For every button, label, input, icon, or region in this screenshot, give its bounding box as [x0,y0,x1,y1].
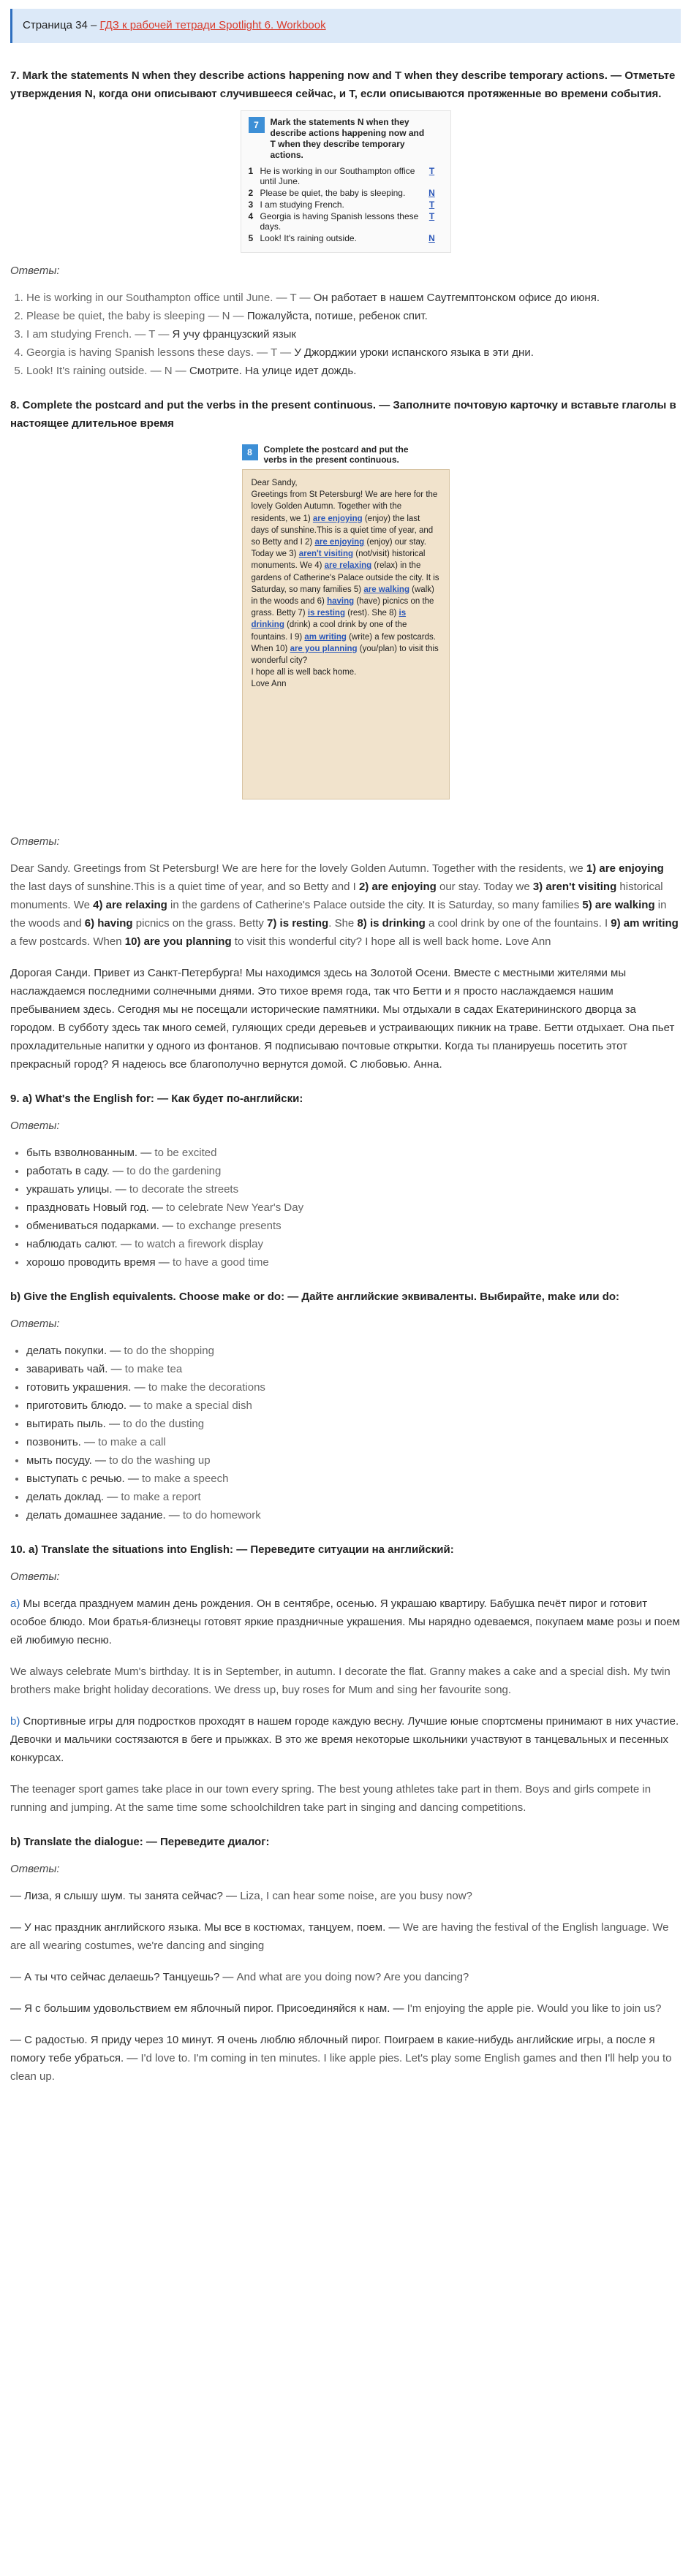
answer-text: the last days of sunshine.This is a quiet time of year, and so Betty and I [10,881,359,893]
list-item [26,1397,681,1415]
ex7-answers-list [10,289,681,380]
phrase-ru: делать доклад. — [26,1491,121,1503]
answer-text: our stay. Today we [436,881,533,893]
ex9a-answers-list [10,1144,681,1272]
phrase-ru: приготовить блюдо. — [26,1399,144,1412]
line-en: And what are you doing now? Are you dancing? [236,1971,469,1983]
dialogue-line [10,1999,681,2018]
phrase-en: to make a special dish [143,1399,252,1412]
answer-en: Please be quiet, the baby is sleeping — N — [26,310,247,322]
line-ru: — А ты что сейчас делаешь? Танцуешь? — [10,1971,237,1983]
phrase-en: to do homework [182,1509,261,1521]
dialogue-line [10,1918,681,1955]
item-answer: T [428,211,435,221]
item-text: Look! It's raining outside. [260,233,357,243]
phrase-ru: вытирать пыль. — [26,1418,124,1430]
phrase-ru: быть взволнованным. — [26,1147,155,1159]
ex7-title: 7. Mark the statements N when they describe actions happening now and T when they describe temporary actions. — Отметьте утверждения N, когда они описывают случившееся сейчас, и T, если описываются протяженные во времени события. [10,69,676,100]
postcard-text: (write) a few postcards. When 10) [251,632,436,653]
list-item [26,1217,681,1235]
answer-ru: У Джорджии уроки испанского языка в эти дни. [294,346,534,359]
list-item [26,1198,681,1217]
list-item [26,1470,681,1488]
phrase-en: to make a report [121,1491,201,1503]
answers-label: Ответы: [10,1863,60,1875]
list-item [26,1415,681,1433]
postcard-answer: am writing [304,632,347,642]
ex7-figure-number: 7 [249,117,265,133]
answer-verb: 1) are enjoying [586,862,664,875]
line-en: I'm enjoying the apple pie. Would you like to join us? [407,2002,662,2015]
situation-text: Мы всегда празднуем мамин день рождения. Он в сентябре, осенью. Я украшаю квартиру. Бабушка печёт пирог и готовит особое блюдо. Мои братья-близнецы готовят яркие праздничные украшения. Мы нарядно одеваемся, покупаем маме розы и поем ей любимую песню. [10,1597,680,1646]
phrase-ru: работать в саду. — [26,1165,127,1177]
postcard [242,469,450,799]
item-text: He is working in our Southampton office until June. [260,166,415,186]
answer-text: historical monuments. We [10,881,663,911]
list-item [26,343,681,362]
phrase-ru: заваривать чай. — [26,1363,125,1375]
phrase-en: to make the decorations [148,1381,265,1394]
postcard-text: (not/visit) historical monuments. We 4) [251,550,426,571]
ex8-figure-instruction: Complete the postcard and put the verbs in the present continuous. [263,444,409,465]
list-item [26,1180,681,1198]
ex7-figure-row [249,165,443,187]
phrase-ru: праздновать Новый год. — [26,1201,167,1214]
answer-text: picnics on the grass. Betty [132,917,268,930]
answer-verb: 10) are you planning [124,935,232,948]
answer-text: in the gardens of Catherine's Palace outside the city. It is Saturday, so many families [167,899,583,911]
list-item [26,325,681,343]
answer-verb: 5) are walking [582,899,655,911]
spacer [10,2099,681,2102]
situation-letter: b) [10,1715,20,1728]
postcard-text: (enjoy) our stay. Today we 3) [251,538,427,559]
ex10b-title: b) Translate the dialogue: — Переведите диалог: [10,1836,270,1848]
list-item [26,1162,681,1180]
phrase-en: to celebrate New Year's Day [166,1201,304,1214]
phrase-en: to do the gardening [127,1165,222,1177]
postcard-answer: having [327,597,355,607]
answer-text: Dear Sandy. Greetings from St Petersburg! We are here for the lovely Golden Autumn. Together with the residents, we [10,862,586,875]
phrase-ru: хорошо проводить время — [26,1256,173,1269]
ex7-figure-row [249,210,443,232]
answer-ru: Я учу французский язык [172,328,296,341]
ex9a-title: 9. a) What's the English for: — Как будет по-английски: [10,1093,303,1105]
ex8-answer-ru: Дорогая Санди. Привет из Санкт-Петербурга! Мы находимся здесь на Золотой Осени. Вместе с местными жителями мы наслаждаемся последними солнечными днями. Это тихое время года, так что Бетти и я просто наслаждаемся нашим пребыванием здесь. Сегодня мы не посещали исторические памятники. Мы отдыхали в садах Екатерининского дворца за городом. В субботу здесь так много семей, гуляющих среди деревьев и устраивающих пикник на траве. Бетти отдыхает. Она пьет прохладительные напитки у одного из фонтанов. Я подписываю почтовые открытки. Когда ты планируешь посетить этот прекрасный город? Я надеюсь все благополучно вернутся домой. С любовью. Анна. [10,967,675,1071]
list-item [26,1360,681,1378]
item-answer: N [428,233,435,243]
answer-text: . She [328,917,358,930]
ex8-title: 8. Complete the postcard and put the verbs in the present continuous. — Заполните почтовую карточку и вставьте глаголы в настоящее длительное время [10,399,676,430]
postcard-text: (have) picnics on the grass. Betty 7) [251,597,434,618]
answer-verb: 7) is resting [267,917,329,930]
phrase-en: to have a good time [172,1256,269,1269]
list-item [26,1235,681,1253]
list-item [26,362,681,380]
postcard-answer: aren't visiting [298,550,354,559]
item-number: 5 [248,233,254,243]
phrase-ru: позвонить. — [26,1436,99,1448]
item-text: Georgia is having Spanish lessons these days. [260,211,419,232]
dialogue-line [10,1887,681,1905]
answer-en: Look! It's raining outside. — N — [26,365,189,377]
list-item [26,289,681,307]
item-answer: N [428,188,435,198]
answer-ru: Пожалуйста, потише, ребенок спит. [246,310,428,322]
list-item [26,1253,681,1272]
postcard-greeting: Dear Sandy, [251,479,298,487]
postcard-text: (relax) in the gardens of Catherine's Palace outside the city. It is Saturday, so many families 5) [251,561,439,594]
answers-label: Ответы: [10,1318,60,1330]
ex7-textbook-image [241,110,451,253]
postcard-text: (enjoy) the last days of sunshine.This is a quiet time of year, and so Betty and I 2) [251,514,434,547]
ex7-figure-row [249,199,443,210]
postcard-answer: are you planning [290,644,358,653]
phrase-ru: наблюдать салют. — [26,1238,135,1250]
postcard-answer: is resting [307,609,345,618]
page-header [10,9,681,43]
phrase-en: to decorate the streets [129,1183,239,1196]
list-item [26,1342,681,1360]
postcard-text: Greetings from St Petersburg! We are here for the lovely Golden Autumn. Together with the residents, we 1) [251,490,438,523]
dialogue-line [10,2031,681,2086]
ex10a-title: 10. a) Translate the situations into English: — Переведите ситуации на английский: [10,1543,454,1556]
postcard-answer: are enjoying [314,538,365,547]
ex7-figure-row [249,187,443,199]
list-item [26,1144,681,1162]
phrase-en: to do the shopping [124,1345,214,1357]
postcard-answer: is drinking [251,609,407,630]
list-item [26,307,681,325]
postcard-answer: are walking [363,585,409,594]
item-answer: T [428,166,435,176]
list-item [26,1488,681,1506]
item-number: 3 [248,200,254,210]
ex7-figure-table [249,165,443,244]
list-item [26,1506,681,1524]
phrase-en: to make tea [124,1363,183,1375]
phrase-ru: выступать с речью. — [26,1473,143,1485]
answer-verb: 3) aren't visiting [532,881,617,893]
answer-verb: 8) is drinking [357,917,426,930]
answer-text: a few postcards. When [10,935,125,948]
phrase-en: to make a call [98,1436,166,1448]
main-content [0,43,691,2102]
header-prefix: Страница 34 – [23,19,100,31]
answer-verb: 9) am writing [611,917,679,930]
item-answer: T [428,200,435,210]
phrase-ru: украшать улицы. — [26,1183,129,1196]
answer-en: He is working in our Southampton office until June. — T — [26,292,314,304]
postcard-text: (walk) in the woods and 6) [251,585,434,607]
phrase-en: to be excited [154,1147,217,1159]
ex9b-answers-list [10,1342,681,1524]
item-number: 1 [248,166,254,176]
ex8-figure-header [242,444,450,465]
ex10a-situation-a-en: We always celebrate Mum's birthday. It is in September, in autumn. I decorate the flat. Granny makes a cake and a special dish. My twin brothers make bright holiday decorations. We dress up, buy roses for Mum and sing her favourite song. [10,1665,671,1696]
ex8-textbook-image [236,440,456,824]
answer-en: Georgia is having Spanish lessons these days. — T — [26,346,295,359]
answers-label: Ответы: [10,835,60,848]
line-ru: — С радостью. Я приду через 10 минут. Я очень люблю яблочный пирог. Поиграем в какие-нибудь английские игры, а после я помогу тебе убраться. — [10,2034,655,2064]
phrase-ru: делать домашнее задание. — [26,1509,183,1521]
postcard-signature: Love Ann [251,680,287,689]
line-ru: — У нас праздник английского языка. Мы все в костюмах, танцуем, поем. — [10,1921,403,1934]
answers-label: Ответы: [10,1120,60,1132]
phrase-ru: готовить украшения. — [26,1381,148,1394]
phrase-en: to watch a firework display [135,1238,263,1250]
list-item [26,1433,681,1451]
line-ru: — Лиза, я слышу шум. ты занята сейчас? — [10,1890,241,1902]
answer-ru: Он работает в нашем Саутгемптонском офисе до июня. [313,292,600,304]
line-en: Liza, I can hear some noise, are you busy now? [240,1890,472,1902]
phrase-ru: обмениваться подарками. — [26,1220,177,1232]
answer-verb: 2) are enjoying [358,881,437,893]
postcard-answer: are enjoying [312,514,363,523]
ex8-answer-en [10,859,681,951]
ex10a-situation-a-ru [10,1595,681,1649]
situation-letter: a) [10,1597,20,1610]
ex7-figure-row [249,232,443,244]
workbook-link[interactable]: ГДЗ к рабочей тетради Spotlight 6. Workbook [99,19,326,31]
ex7-figure-instruction: Mark the statements N when they describe actions happening now and T when they describe temporary actions. [270,117,425,160]
ex10a-situation-b-en: The teenager sport games take place in our town every spring. The best young athletes take part in them. Boys and girls compete in running and jumping. At the same time some schoolchildren take part in singing and dancing competitions. [10,1783,652,1814]
line-en: I'd love to. I'm coming in ten minutes. I like apple pies. Let's play some English games and then I'll help you to clean up. [10,2052,672,2083]
phrase-en: to exchange presents [176,1220,282,1232]
ex9b-title: b) Give the English equivalents. Choose make or do: — Дайте английские эквиваленты. Выбирайте, make или do: [10,1291,620,1303]
answer-text: in the woods and [10,899,667,930]
item-number: 2 [248,188,254,198]
phrase-en: to do the washing up [109,1454,211,1467]
line-en: We are having the festival of the English language. We are all wearing costumes, we're dancing and singing [10,1921,669,1952]
item-number: 4 [248,211,254,221]
phrase-en: to make a speech [142,1473,229,1485]
line-ru: — Я с большим удовольствием ем яблочный пирог. Присоединяйся к нам. — [10,2002,407,2015]
list-item [26,1378,681,1397]
postcard-text: (drink) a cool drink by one of the fountains. I 9) [251,620,407,642]
ex8-figure-number: 8 [242,444,258,460]
answer-verb: 4) are relaxing [93,899,167,911]
answer-text: a cool drink by one of the fountains. I [425,917,611,930]
situation-text: Спортивные игры для подростков проходят в нашем городе каждую весну. Лучшие юные спортсмены принимают в них участие. Девочки и мальчики состязаются в беге и прыжках. В это же время некоторые школьники участвуют в танцевальных и песенных конкурсах. [10,1715,679,1764]
answer-ru: Смотрите. На улице идет дождь. [189,365,357,377]
item-text: Please be quiet, the baby is sleeping. [260,188,406,198]
answers-label: Ответы: [10,265,60,277]
phrase-en: to do the dusting [123,1418,205,1430]
phrase-ru: делать покупки. — [26,1345,124,1357]
answer-verb: 6) having [84,917,133,930]
postcard-text: (you/plan) to visit this wonderful city? [251,644,439,666]
phrase-ru: мыть посуду. — [26,1454,110,1467]
answer-en: I am studying French. — T — [26,328,173,341]
ex10a-situation-b-ru [10,1712,681,1767]
list-item [26,1451,681,1470]
answers-label: Ответы: [10,1570,60,1583]
postcard-closing: I hope all is well back home. [251,668,357,677]
postcard-answer: are relaxing [324,561,372,571]
postcard-text: (rest). She 8) [347,609,397,618]
dialogue-line [10,1968,681,1986]
answer-text: to visit this wonderful city? I hope all is well back home. Love Ann [231,935,551,948]
item-text: I am studying French. [260,200,344,210]
